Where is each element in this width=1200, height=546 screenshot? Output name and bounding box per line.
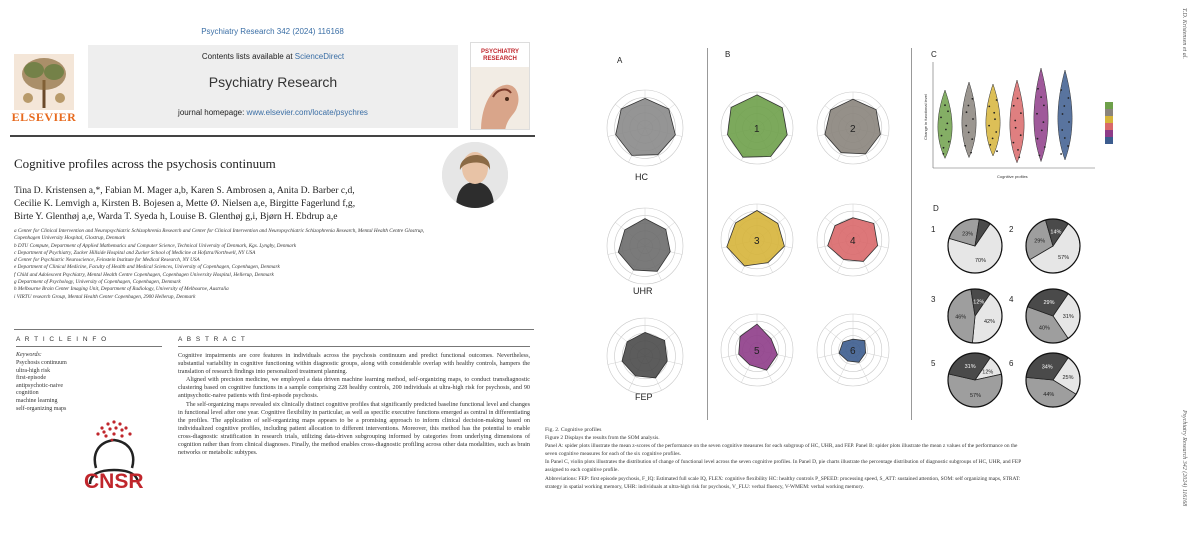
abstract-body [178, 352, 530, 457]
caption-line: seven cognitive measures for each of the six cognitive profiles. [545, 451, 681, 458]
violin-point [1017, 149, 1019, 151]
legend-swatch-1 [1105, 102, 1113, 109]
panel-label-a: A [617, 56, 623, 65]
pie-4-label-1: 31% [1062, 314, 1074, 320]
pie-2-label-1: 57% [1058, 254, 1070, 261]
caption-line: Figure 2 Displays the results from the SOM analysis. [545, 435, 660, 442]
running-footer: Psychiatry Research 342 (2024) 116168 [1181, 410, 1187, 507]
homepage-prefix: journal homepage: [178, 108, 247, 117]
pie-6-label-1: 25% [1062, 374, 1074, 381]
violin-point [964, 145, 966, 147]
legend-swatch-4 [1105, 123, 1113, 130]
running-header: T.D. Kristensen et al. [1181, 8, 1187, 59]
violin-profile-1 [938, 90, 952, 158]
pie-3-label-2: 46% [955, 314, 967, 321]
cnsr-logo-text: CNSR [84, 470, 144, 493]
violin-point [1043, 121, 1045, 123]
author-photo [442, 142, 508, 208]
keywords-list [16, 360, 67, 413]
pie-1-number: 1 [931, 225, 936, 234]
violin-point [1013, 105, 1015, 107]
figure-2-graphics [583, 0, 1200, 425]
violin-point [1044, 146, 1046, 148]
abstract-paragraph-1: Cognitive impairments are core features in individuals across the psychosis continuum and predict functional outcomes. Nevertheless, substantial variability in cognitive functioning within diagnostic groups, along with considerable overlap with healthy controls, hampers the translation of research findings into personalized treatment planning. [178, 353, 530, 376]
keyword-item: ultra-high risk [16, 367, 51, 374]
pie-3-number: 3 [931, 295, 936, 304]
violin-point [1013, 142, 1015, 144]
sciencedirect-link[interactable]: ScienceDirect [294, 52, 345, 61]
violin-point [943, 147, 945, 149]
abstract-heading: A B S T R A C T [178, 336, 247, 343]
violin-point [994, 118, 996, 120]
keyword-item: first-episode [16, 375, 46, 382]
violin-point [1020, 134, 1022, 136]
legend-swatch-2 [1105, 109, 1113, 116]
figure-caption [545, 426, 1145, 491]
pie-1-label-1: 70% [975, 258, 987, 264]
author-list [14, 184, 434, 223]
violin-point [1040, 96, 1042, 98]
violin-point [945, 129, 947, 131]
violin-point [941, 135, 943, 137]
pie-6-label-2: 44% [1043, 392, 1055, 399]
spider-profile-4-number: 4 [850, 236, 856, 247]
violin-profile-5 [1034, 68, 1048, 162]
violin-point [971, 138, 973, 140]
violin-point [1067, 145, 1069, 147]
violin-point [1018, 156, 1020, 158]
authors-line-3: Birte Y. Glenthøj a,e, Warda T. Syeda h, Louise B. Glenthøj g,i, Bjørn H. Ebdrup a,e [14, 211, 338, 222]
legend-swatch-5 [1105, 130, 1113, 137]
article-info-rule [16, 346, 162, 347]
violin-point [1062, 113, 1064, 115]
caption-line: In Panel C, violin plots illustrates the distribution of change of functional level across the seven cognitive profiles. In Panel D, pie charts illustrate the percentage distribution of diagnostic subgroups of HC, UHR, and FEP [545, 459, 1022, 466]
spider-profile-5-number: 5 [754, 346, 760, 357]
violin-point [972, 98, 974, 100]
pie-5-label-3: 31% [964, 364, 976, 371]
violin-point [1037, 138, 1039, 140]
violin-point [996, 99, 998, 101]
abstract-rule [178, 346, 530, 347]
spider-hc-shape [616, 98, 676, 155]
violin-point [992, 138, 994, 140]
spider-uhr-shape [618, 219, 670, 272]
legend-swatch-3 [1105, 116, 1113, 123]
pie-4-label-3: 29% [1043, 299, 1055, 306]
keyword-item: self-organizing maps [16, 405, 67, 412]
violin-point [970, 152, 972, 154]
affiliation-line: h Melbourne Brain Center Imaging Unit, Department of Radiology, University of Melbourne, Australia [14, 286, 229, 293]
group-label-fep: FEP [635, 392, 653, 402]
spider-profile-6-number: 6 [850, 346, 856, 357]
pie-2-number: 2 [1009, 225, 1014, 234]
homepage-link[interactable]: www.elsevier.com/locate/psychres [246, 108, 368, 117]
pie-4-number: 4 [1009, 295, 1014, 304]
pie-1-label-2: 23% [962, 231, 974, 238]
caption-line: strategy in spatial working memory, UHR: individuals at ultra-high risk for psychosis, V_FLU: verbal fluency, V-WMEM: verbal working memory. [545, 483, 864, 490]
violin-point [972, 118, 974, 120]
caption-line: assigned to each cognitive profile. [545, 467, 619, 474]
journal-title: Psychiatry Research [208, 74, 338, 90]
violin-point [988, 125, 990, 127]
journal-reference[interactable]: Psychiatry Research 342 (2024) 116168 [201, 27, 344, 36]
violin-point [1036, 113, 1038, 115]
violin-point [968, 132, 970, 134]
violin-point [1061, 129, 1063, 131]
violin-point [947, 110, 949, 112]
affiliation-line: f Child and Adolescent Psychiatry, Mental Health Centre Copenhagen, Copenhagen University Hospital, Hellerup, Denmark [14, 271, 274, 278]
affiliation-line: d Center for Psychiatric Neuroscience, Feinstein Institute for Medical Research, NY USA [14, 257, 200, 264]
violin-point [944, 104, 946, 106]
panel-label-d: D [933, 204, 939, 213]
violin-point [1063, 105, 1065, 107]
journal-cover [470, 42, 530, 130]
violin-point [966, 111, 968, 113]
violin-point [1043, 105, 1045, 107]
pie-2-label-3: 14% [1050, 229, 1062, 236]
paper-first-page [0, 0, 545, 546]
violin-profile-4 [1010, 80, 1024, 163]
elsevier-tree-icon [10, 50, 78, 112]
violin-point [948, 141, 950, 143]
spider-fep-shape [622, 332, 667, 378]
group-label-hc: HC [635, 172, 648, 182]
panel-label-b: B [725, 50, 731, 59]
violin-point [988, 106, 990, 108]
contents-line [88, 52, 458, 61]
affiliation-line: e Department of Clinical Medicine, Faculty of Health and Medical Sciences, University of Copenhagen, Copenhagen, Denmark [14, 264, 280, 271]
affiliation-line: g Department of Psychology, University of Copenhagen, Copenhagen, Denmark [14, 279, 181, 286]
violin-point [1068, 121, 1070, 123]
pie-6-number: 6 [1009, 359, 1014, 368]
violin-point [1020, 112, 1022, 114]
cover-title: PSYCHIATRY RESEARCH [480, 49, 519, 62]
violin-point [1015, 127, 1017, 129]
keyword-item: cognition [16, 390, 39, 397]
violin-point [968, 105, 970, 107]
pie-5-label-2: 57% [970, 392, 982, 399]
pie-3-label-1: 42% [984, 319, 996, 326]
legend-swatch-6 [1105, 137, 1113, 144]
abstract-paragraph-3: The self-organizing maps revealed six clinically distinct cognitive profiles that significantly predicted baseline functional level and changes in functional level after one year. Cognitive flexibility in particular, as well as specific executive functions emerged as central in differentiating the profiles. The application of self-organizing maps appears to be a promising approach to inform clinical decision-making based on individualized cognitive profiles, including patient allocation to different interventions. Moreover, this method has the potential to enable cross-diagnostic stratification in research trials, utilizing data-driven subgrouping informed by categories from underlying dimensions of cognition rather than from clinical diagnoses. Finally, the method enables cross-diagnostic profiling across other data modalities, such as brain networks or metabolic subtypes. [178, 401, 530, 457]
violin-point [1060, 89, 1062, 91]
affiliation-rule [14, 329, 534, 330]
cover-face-image [471, 67, 530, 130]
violin-point [946, 123, 948, 125]
keyword-item: Psychosis continuum [16, 360, 67, 366]
violin-point [1060, 153, 1062, 155]
affiliations [14, 228, 534, 301]
violin-point [995, 131, 997, 133]
affiliation-line: Copenhagen University Hospital, Glostrup, Denmark [14, 235, 126, 242]
publisher-name: ELSEVIER [11, 110, 77, 124]
author-portrait-image [442, 142, 508, 208]
violin-point [996, 150, 998, 152]
spider-profile-3-number: 3 [754, 236, 760, 247]
panel-label-c: C [931, 50, 937, 59]
paper-title: Cognitive profiles across the psychosis continuum [14, 156, 276, 171]
pie-5-label-1: 12% [982, 369, 994, 376]
violin-profile-6 [1058, 70, 1072, 160]
article-info-heading: A R T I C L E I N F O [16, 336, 108, 343]
abstract-paragraph-2: Aligned with precision medicine, we employed a data driven machine learning method, self-organizing maps, to conduct transdiagnostic clustering based on cognitive functions in a sample comprising 228 healthy controls, 200 individuals at ultra-high risk for psychosis, and 90 antipsychotic-naive patients with first-episode psychosis. [178, 377, 530, 400]
violin-point [1064, 137, 1066, 139]
violin-point [1039, 155, 1041, 157]
authors-line-1: Tina D. Kristensen a,*, Fabian M. Mager a,b, Karen S. Ambrosen a, Anita D. Barber c,d, [14, 185, 355, 196]
violin-point [1068, 97, 1070, 99]
pie-5-number: 5 [931, 359, 936, 368]
violin-point [965, 125, 967, 127]
violin-point [940, 117, 942, 119]
violin-x-label: Cognitive profiles [997, 174, 1028, 179]
violin-profile-3 [986, 84, 1000, 156]
violin-point [1041, 130, 1043, 132]
violin-profile-2 [962, 82, 976, 158]
affiliation-line: a Center for Clinical Intervention and Neuropsychiatric Schizophrenia Research and Center for Clinical Intervention and Neuropsychiatric Schizophrenia Research, Mental Health Centre Glostrup, [14, 228, 425, 234]
affiliation-line: c Department of Psychiatry, Zucker Hillside Hospital and Zucker School of Medicine at Hofstra/Northwell, NY USA [14, 249, 256, 256]
authors-line-2: Cecilie K. Lemvigh a, Kirsten B. Bojesen a, Mette Ø. Nielsen a,e, Birgitte Fagerlund f,g, [14, 198, 356, 209]
contents-prefix: Contents lists available at [201, 52, 295, 61]
pie-6-label-3: 34% [1041, 364, 1053, 371]
pie-3-label-3: 12% [973, 299, 985, 306]
keywords-label: Keywords: [16, 352, 42, 358]
violin-point [993, 112, 995, 114]
pie-2-label-2: 29% [1034, 238, 1046, 245]
caption-line: Panel A: spider plots illustrate the mean z-scores of the performance on the seven cognitive measures for each subgroup of HC, UHR, and FEP. Panel B: spider plots illustrate the mean z values of the performance on the [545, 443, 1018, 450]
group-label-uhr: UHR [633, 286, 653, 296]
journal-homepage [88, 108, 458, 117]
spider-profile-2-number: 2 [850, 124, 856, 135]
violin-point [1017, 98, 1019, 100]
keyword-item: antipsychotic-naive [16, 382, 63, 389]
keyword-item: machine learning [16, 397, 58, 404]
caption-line: Abbreviations: FEP: first episode psychosis, F_IQ: Estimated full scale IQ, FLEX: cognitive flexibility HC: healthy controls P_SPEED: processing speed, S_ATT: sustained attention, SOM: self organizing maps, STRAT: [545, 475, 1021, 482]
affiliation-line: i VIRTU research Group, Mental Health Center Copenhagen, 2900 Hellerup, Denmark [14, 293, 196, 300]
caption-fig-title: Fig. 2. Cognitive profiles [545, 427, 602, 433]
affiliation-line: b DTU Compute, Department of Applied Mathematics and Computer Science, Technical University of Denmark, Kgs. Lyngby, Denmark [14, 242, 297, 249]
header-rule [10, 135, 535, 137]
violin-point [1014, 120, 1016, 122]
paper-figure-page [545, 0, 1200, 546]
violin-y-label: Change in functional level [923, 94, 928, 140]
spider-profile-1-number: 1 [754, 124, 760, 135]
pie-4-label-2: 40% [1038, 325, 1050, 332]
violin-point [989, 144, 991, 146]
violin-point [942, 153, 944, 155]
violin-point [1037, 88, 1039, 90]
